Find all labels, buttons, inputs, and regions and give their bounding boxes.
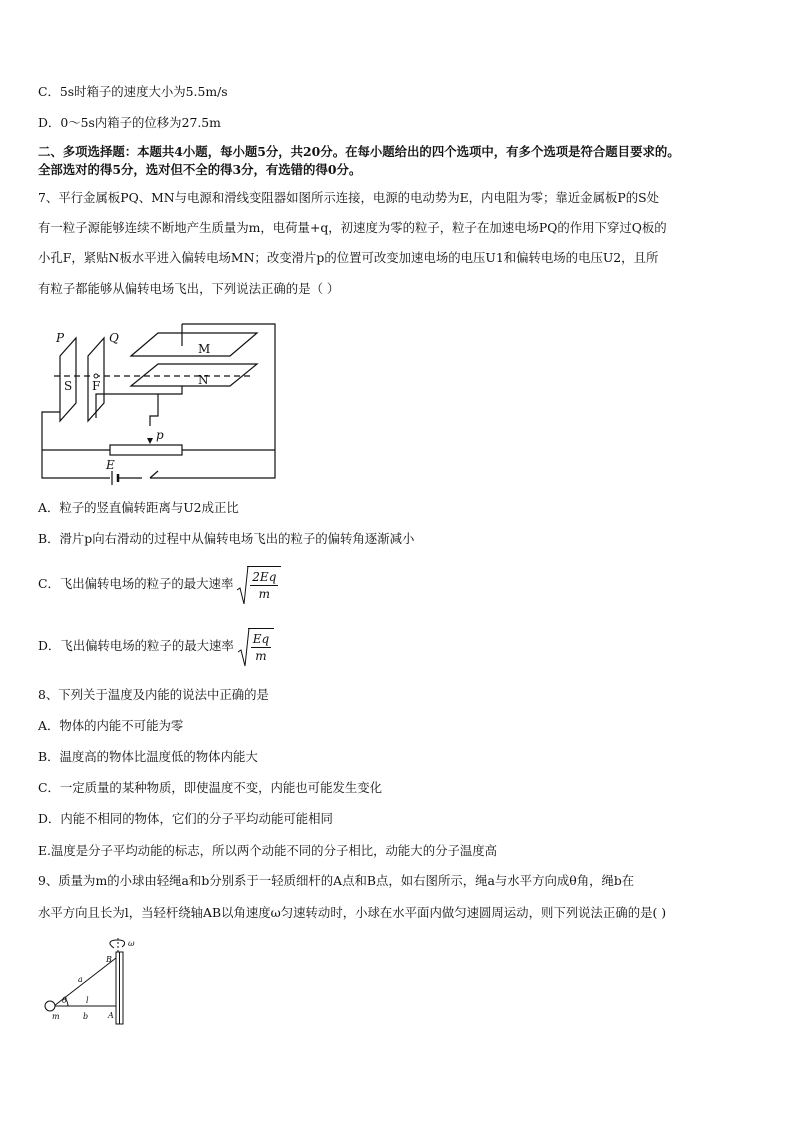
section-heading-line1: 二、多项选择题：本题共4小题，每小题5分，共20分。在每小题给出的四个选项中，有多个选项是符合题目要求的。 (38, 144, 680, 159)
label-p: p (156, 428, 164, 442)
label-S: S (64, 379, 73, 393)
frac-numerator: 2Eq (252, 570, 277, 584)
q9-rotating-rod-figure (38, 938, 148, 1028)
label-theta: θ (62, 996, 67, 1005)
q7-circuit-figure (38, 318, 288, 486)
q8-stem: 8、下列关于温度及内能的说法中正确的是 (38, 687, 269, 702)
q8-option-d: D．内能不相同的物体，它们的分子平均动能可能相同 (38, 811, 333, 826)
q8-option-c: C．一定质量的某种物质，即使温度不变，内能也可能发生变化 (38, 780, 383, 795)
option-c-prev: C．5s时箱子的速度大小为5.5m/s (38, 84, 228, 99)
sqrt-2eq-over-m (237, 566, 281, 602)
q7-option-c-text: C．飞出偏转电场的粒子的最大速率 (38, 576, 234, 591)
label-B: B (106, 955, 112, 964)
label-omega: ω (128, 939, 135, 948)
q7-line2: 有一粒子源能够连续不断地产生质量为m，电荷量+q，初速度为零的粒子，粒子在加速电场PQ的作用下穿过Q板的 (38, 220, 667, 235)
frac-denominator: m (258, 587, 271, 601)
frac-numerator: Eq (252, 632, 270, 646)
label-P: P (56, 331, 65, 345)
label-E: E (106, 458, 115, 472)
section-heading-line2: 全部选对的得5分，选对但不全的得3分，有选错的得0分。 (38, 162, 362, 177)
q7-line4: 有粒子都能够从偏转电场飞出，下列说法正确的是（ ） (38, 281, 340, 296)
label-Q: Q (109, 331, 119, 345)
q8-option-a: A．物体的内能不可能为零 (38, 718, 184, 733)
label-F: F (92, 379, 101, 393)
q7-option-d-text: D．飞出偏转电场的粒子的最大速率 (38, 638, 234, 653)
label-M: M (198, 342, 211, 356)
q8-option-b: B．温度高的物体比温度低的物体内能大 (38, 749, 258, 764)
q8-option-e: E.温度是分子平均动能的标志，所以两个动能不同的分子相比，动能大的分子温度高 (38, 843, 498, 858)
option-d-prev: D．0～5s内箱子的位移为27.5m (38, 115, 221, 130)
q7-option-b: B．滑片p向右滑动的过程中从偏转电场飞出的粒子的偏转角逐渐减小 (38, 531, 415, 546)
label-m: m (52, 1012, 60, 1021)
q7-option-c (38, 566, 281, 606)
q9-line2: 水平方向且长为l，当轻杆绕轴AB以角速度ω匀速转动时，小球在水平面内做匀速圆周运动，则下列说法正确的是( ) (38, 905, 667, 920)
label-l: l (86, 996, 89, 1005)
q7-line3: 小孔F，紧贴N板水平进入偏转电场MN；改变滑片p的位置可改变加速电场的电压U1和偏转电场的电压U2，且所 (38, 250, 659, 265)
q7-option-d (38, 628, 274, 668)
q9-line1: 9、质量为m的小球由轻绳a和b分别系于一轻质细杆的A点和B点，如右图所示，绳a与水平方向成θ角，绳b在 (38, 873, 635, 888)
sqrt-eq-over-m (238, 628, 274, 664)
q7-line1: 7、平行金属板PQ、MN与电源和滑线变阻器如图所示连接，电源的电动势为E，内电阻为零；靠近金属板P的S处 (38, 190, 659, 205)
frac-denominator: m (255, 649, 267, 663)
label-b: b (83, 1012, 89, 1021)
label-A: A (108, 1011, 114, 1020)
q7-option-a: A．粒子的竖直偏转距离与U2成正比 (38, 500, 239, 515)
label-a: a (78, 975, 83, 984)
label-N: N (198, 373, 209, 387)
